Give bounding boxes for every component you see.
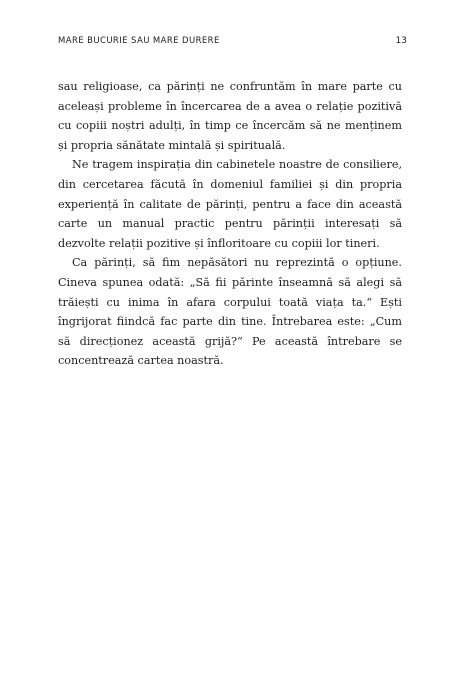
body-text xyxy=(58,77,402,371)
running-head-title: MARE BUCURIE SAU MARE DURERE xyxy=(58,36,220,46)
paragraph-3: Ca părinți, să fim nepăsători nu reprezintă o opțiune. Cineva spunea odată: „Să fii părinte înseamnă să alegi să trăiești cu inima în afara corpului toată viața ta.“ Ești îngrijorat fiindcă fac parte din tine. Întrebarea este: „Cum să direcționez această grijă?“ Pe această întrebare se concentrează cartea noastră. xyxy=(58,256,402,368)
paragraph-2: Ne tragem inspirația din cabinetele noastre de consiliere, din cercetarea făcută în domeniul familiei și din propria experiență în calitate de părinți, pentru a face din această carte un manual practic pentru părinții interesați să dezvolte relații pozitive și înfloritoare cu copiii lor tineri. xyxy=(58,158,402,250)
paragraph-1: sau religioase, ca părinți ne confruntăm în mare parte cu aceleași probleme în încercarea de a avea o relație pozitivă cu copiii noștri adulți, în timp ce încercăm să ne menținem și propria sănătate mintală și spirituală. xyxy=(58,80,402,152)
page-number: 13 xyxy=(395,36,407,46)
